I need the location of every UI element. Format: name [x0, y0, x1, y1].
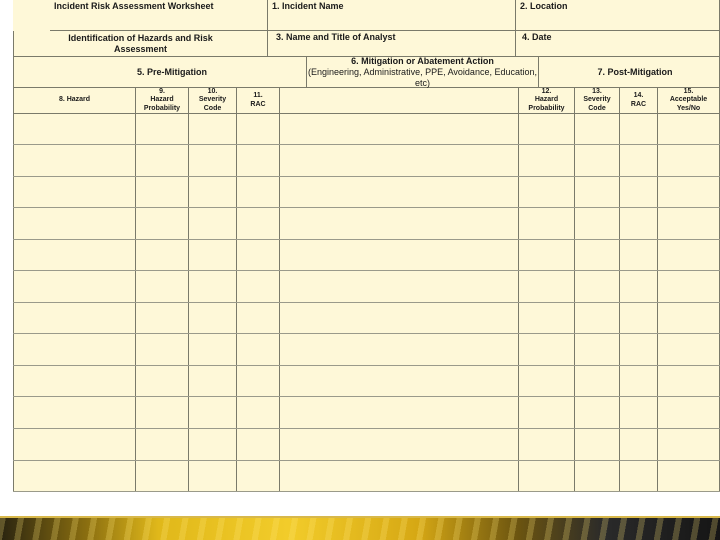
col9-line2: Probability — [143, 104, 181, 112]
column-severity-code-pre — [189, 88, 237, 114]
col13-line1: Severity — [583, 96, 611, 104]
column-hazard — [13, 88, 136, 114]
incident-name-field[interactable]: 1. Incident Name — [268, 0, 516, 31]
grid-vline — [574, 88, 575, 492]
col11-line1: RAC — [250, 100, 266, 108]
worksheet-title: Incident Risk Assessment Worksheet — [50, 0, 268, 31]
col9-line1: Hazard — [150, 96, 174, 104]
table-row[interactable] — [13, 396, 720, 397]
col10-line1: Severity — [198, 96, 227, 104]
col12-line1: Hazard — [534, 96, 559, 104]
column-mitigation-action — [280, 88, 519, 114]
table-row[interactable] — [13, 239, 720, 240]
table-row[interactable] — [13, 302, 720, 303]
grid-vline — [188, 88, 189, 492]
location-field[interactable]: 2. Location — [516, 0, 720, 31]
banner-top-line — [0, 516, 720, 518]
column-severity-code-post — [575, 88, 620, 114]
column-hazard-label: 8. Hazard — [58, 96, 91, 104]
col10-num: 10. — [207, 87, 218, 95]
col15-num: 15. — [683, 87, 694, 95]
column-acceptable — [658, 88, 720, 114]
col9-num: 9. — [159, 87, 165, 95]
grid-vline — [279, 88, 280, 492]
table-row[interactable] — [13, 270, 720, 271]
column-hazard-probability-pre — [136, 88, 189, 114]
column-rac-post — [620, 88, 658, 114]
column-rac-pre — [237, 88, 280, 114]
table-row[interactable] — [13, 144, 720, 145]
table-row[interactable] — [13, 428, 720, 429]
col14-num: 14. — [633, 92, 644, 99]
col12-line2: Probability — [528, 104, 565, 112]
pre-mitigation-header: 5. Pre-Mitigation — [13, 57, 307, 88]
table-row[interactable] — [13, 207, 720, 208]
col13-num: 13. — [592, 87, 602, 95]
grid-vline — [518, 88, 519, 492]
table-row[interactable] — [13, 365, 720, 366]
col15-line2: Yes/No — [676, 104, 701, 112]
table-row[interactable] — [13, 333, 720, 334]
table-row[interactable] — [13, 176, 720, 177]
col12-num: 12. — [541, 87, 552, 95]
table-bottom-line — [13, 491, 720, 492]
identification-header: Identification of Hazards and Risk Assessment — [13, 31, 268, 57]
column-hazard-probability-post — [519, 88, 575, 114]
col11-num: 11. — [253, 92, 263, 99]
post-mitigation-header: 7. Post-Mitigation — [539, 57, 720, 88]
col14-line1: RAC — [630, 100, 647, 108]
col10-line2: Code — [203, 104, 222, 112]
mitigation-examples: (Engineering, Administrative, PPE, Avoidance, Education, etc) — [308, 66, 537, 88]
analyst-field[interactable]: 3. Name and Title of Analyst — [268, 31, 516, 57]
grid-vline — [619, 88, 620, 492]
mitigation-action-header — [307, 57, 539, 88]
banner-stripes — [0, 516, 720, 540]
decorative-banner — [0, 516, 720, 540]
grid-vline — [13, 88, 14, 492]
col15-line1: Acceptable — [669, 96, 708, 104]
grid-vline — [135, 88, 136, 492]
grid-vline — [657, 88, 658, 492]
table-row[interactable] — [13, 460, 720, 461]
grid-vline — [236, 88, 237, 492]
mitigation-title: 6. Mitigation or Abatement Action — [351, 55, 494, 66]
date-field[interactable]: 4. Date — [516, 31, 720, 57]
col13-line2: Code — [588, 104, 606, 112]
